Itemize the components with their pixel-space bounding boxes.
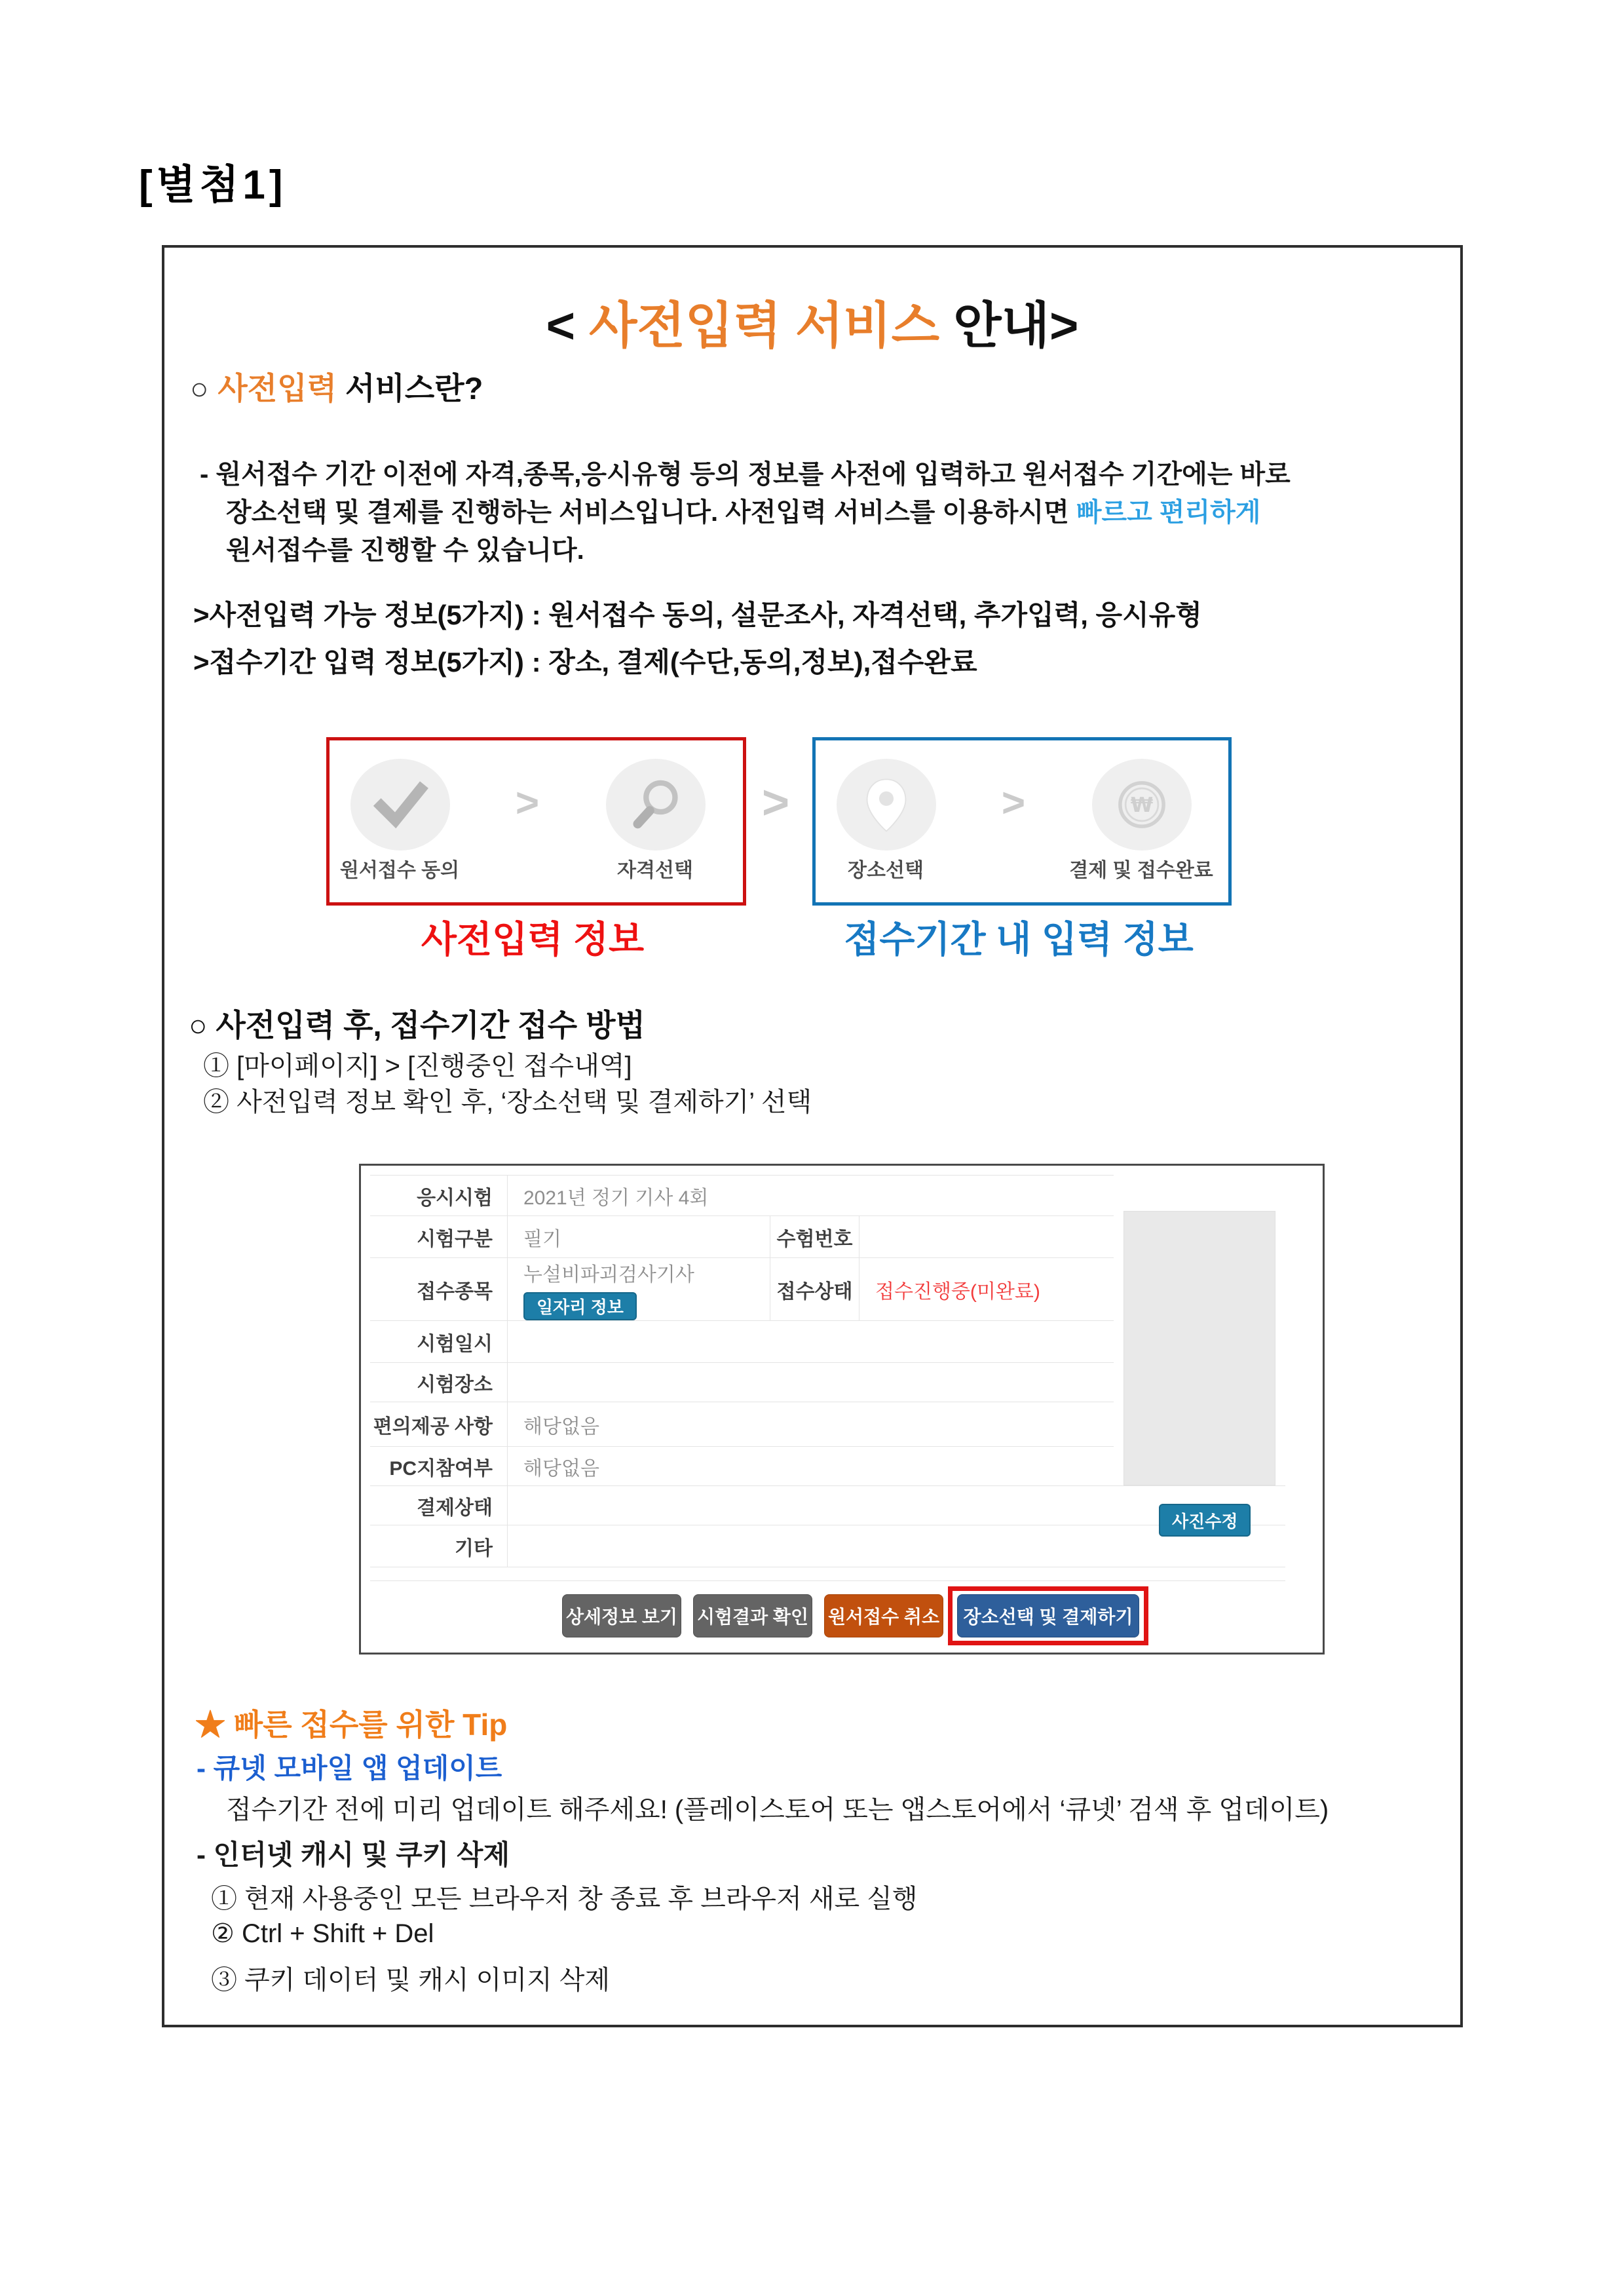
chevron-right-icon: > [761,776,790,829]
divider [370,1580,1285,1581]
tips-step1: ① 현재 사용중인 모든 브라우저 창 종료 후 브라우저 새로 실행 [211,1885,918,1913]
step-label-agree: 원서접수 동의 [339,860,460,881]
table-row [370,1175,1114,1216]
title-pre: < [546,298,590,354]
row-label: 시험구분 [370,1216,508,1257]
title-post: 안내> [939,298,1079,354]
tips-heading: ★ 빠른 접수를 위한 Tip [195,1708,508,1742]
select-place-pay-button[interactable]: 장소선택 및 결제하기 [957,1594,1139,1637]
row-label: 접수종목 [370,1258,508,1320]
intro-note1: >사전입력 가능 정보(5가지) : 원서접수 동의, 설문조사, 자격선택, 추가입력, 응시유형 [193,600,1202,630]
check-icon [370,775,430,835]
tips-sub2: - 인터넷 캐시 및 쿠키 삭제 [197,1839,510,1870]
intro-note2: >접수기간 입력 정보(5가지) : 장소, 결제(수단,동의,정보),접수완료 [193,647,977,678]
title-highlight: 사전입력 서비스 [589,298,940,354]
intro-line1: - 원서접수 기간 이전에 자격,종목,응시유형 등의 정보를 사전에 입력하고 원서접수 기간에는 바로 [200,460,1291,489]
location-pin-icon [856,775,916,835]
page-title [164,286,1460,357]
row-label: 시험일시 [370,1321,508,1362]
table-row [370,1402,1114,1447]
step-label-qualification: 자격선택 [617,860,693,881]
row-value [508,1486,523,1525]
method-step1: ① [마이페이지] > [진행중인 접수내역] [203,1052,632,1081]
subject-name: 누설비파괴검사기사 [523,1264,694,1286]
row-label: PC지참여부 [370,1447,508,1485]
row-label2: 접수상태 [770,1258,859,1320]
step-circle-place [837,759,936,851]
step-circle-payment [1092,759,1192,851]
tips-step3: ③ 쿠키 데이터 및 캐시 이미지 삭제 [211,1966,610,1995]
table-row [370,1258,1114,1321]
intro-line2 [226,491,1260,529]
intro-heading-highlight: 사전입력 [217,371,337,406]
photo-placeholder [1124,1211,1275,1485]
table-row [370,1363,1114,1402]
tips-sub1-desc: 접수기간 전에 미리 업데이트 해주세요! (플레이스토어 또는 앱스토어에서 ‘큐넷’ 검색 후 업데이트) [226,1795,1329,1824]
row-label: 응시시험 [370,1176,508,1215]
table-row [370,1321,1114,1363]
tips-step2: ② Ctrl + Shift + Del [211,1919,434,1948]
row-label: 기타 [370,1525,508,1567]
step-label-payment: 결제 및 접수완료 [1069,860,1213,881]
row-value [508,1258,694,1320]
detail-info-button[interactable]: 상세정보 보기 [562,1594,681,1637]
row-value: 필기 [523,1228,561,1250]
magnifier-icon [626,775,686,835]
row-value: 해당없음 [523,1415,599,1438]
row-value: 해당없음 [523,1457,599,1480]
row-value [508,1363,523,1402]
chevron-right-icon: > [515,780,540,826]
step-circle-agree [350,759,450,851]
job-info-button[interactable]: 일자리 정보 [523,1292,637,1320]
method-step2: ② 사전입력 정보 확인 후, ‘장소선택 및 결제하기’ 선택 [203,1088,812,1117]
content-box [162,245,1463,2027]
intro-line2-black: 장소선택 및 결제를 진행하는 서비스입니다. 사전입력 서비스를 이용하시면 [226,498,1076,527]
intro-heading [190,364,483,408]
table-row [370,1486,1285,1525]
circle-bullet-icon: ○ [190,371,209,406]
won-coin-icon [1112,775,1172,835]
exam-result-button[interactable]: 시험결과 확인 [693,1594,812,1637]
method-heading: ○ 사전입력 후, 접수기간 접수 방법 [189,1008,645,1043]
table-row [370,1525,1285,1567]
mypage-screenshot [359,1164,1325,1655]
chevron-right-icon: > [1001,780,1026,826]
intro-heading-rest: 서비스란? [337,371,483,406]
photo-edit-button[interactable]: 사진수정 [1159,1504,1251,1537]
intro-line3: 원서접수를 진행할 수 있습니다. [226,536,584,565]
status-badge: 접수진행중(미완료) [875,1280,1040,1303]
row-value: 2021년 정기 기사 4회 [523,1187,709,1209]
step-label-place: 장소선택 [848,860,924,881]
svg-text:₩: ₩ [1130,794,1154,818]
step-circle-qualification [606,759,706,851]
intro-line2-blue: 빠르고 편리하게 [1076,498,1261,527]
row-value2 [858,1216,875,1257]
row-label: 시험장소 [370,1363,508,1402]
flow-period-caption: 접수기간 내 입력 정보 [844,919,1194,960]
row-label: 결제상태 [370,1486,508,1525]
flow-pre-caption: 사전입력 정보 [421,919,645,960]
table-row [370,1216,1114,1258]
row-label2: 수험번호 [770,1216,859,1257]
row-value [508,1525,523,1567]
cancel-application-button[interactable]: 원서접수 취소 [824,1594,943,1637]
row-label: 편의제공 사항 [370,1402,508,1446]
row-value [508,1321,523,1362]
tips-sub1: - 큐넷 모바일 앱 업데이트 [197,1753,502,1784]
attachment-label: [별첨1] [139,163,287,208]
